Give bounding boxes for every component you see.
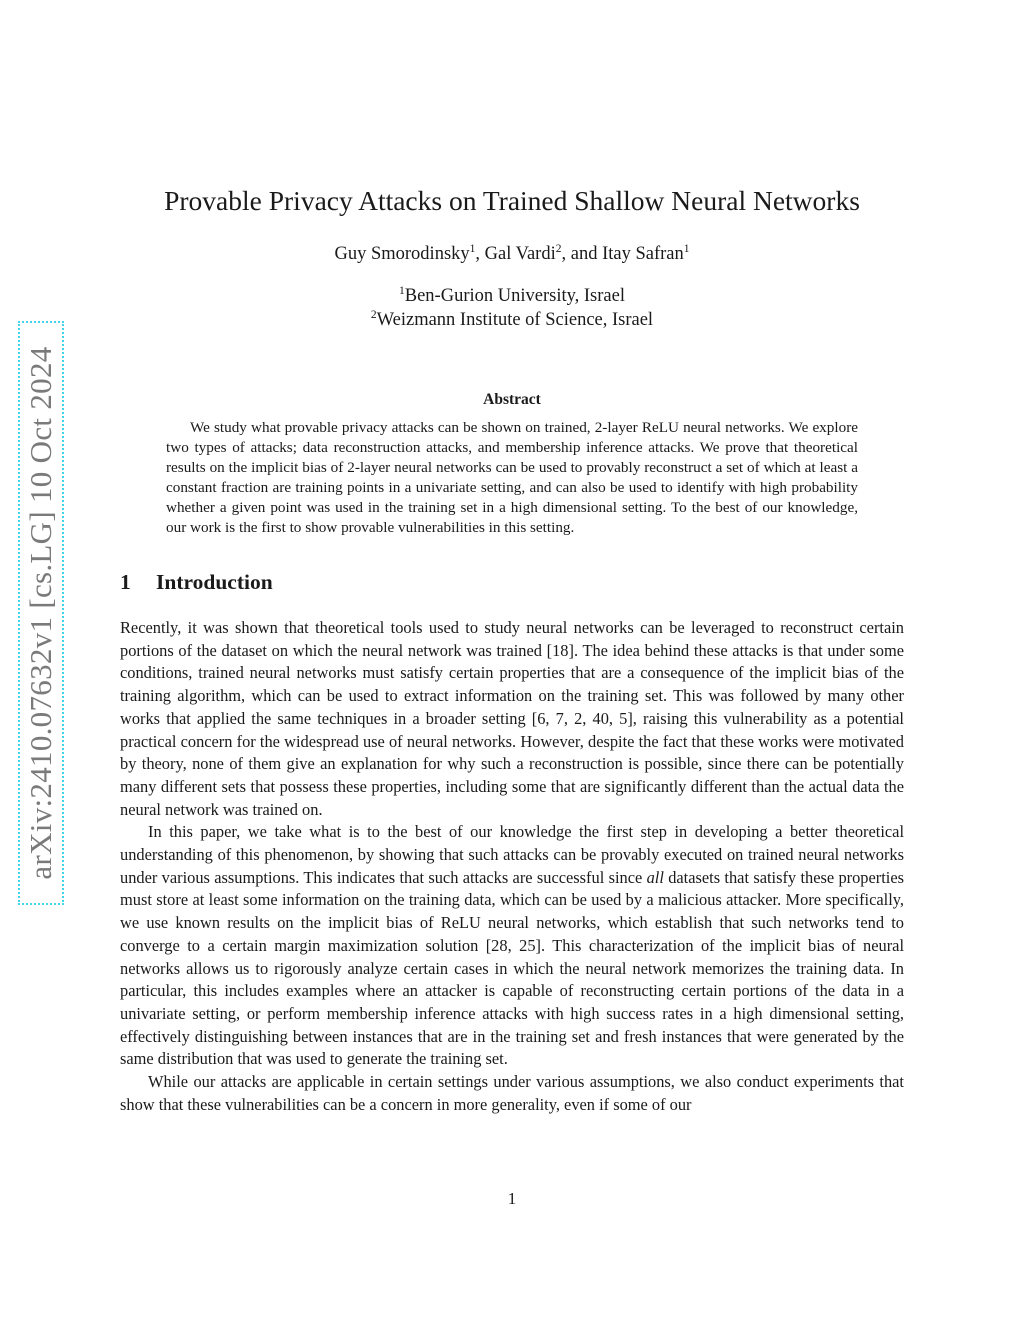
author-list	[0, 244, 1024, 265]
arxiv-stamp-text: arXiv:2410.07632v1 [cs.LG] 10 Oct 2024	[18, 321, 64, 905]
section-heading	[120, 570, 273, 595]
author-name: Itay Safran	[602, 244, 684, 264]
paragraph	[120, 821, 904, 1071]
paragraph-text: datasets that satisfy these properties must store at least some information on the training data, which can be used by a malicious attacker. More specifically, we use known results on the implicit bias of ReLU neural networks, which establish that such networks tend to converge to a certain margin maximization solution [28, 25]. This characterization of the implicit bias of neural networks allows us to rigorously analyze certain cases in which the neural network memorizes the training data. In particular, this includes examples where an attacker is capable of reconstructing certain portions of the data in a univariate setting, or perform membership inference attacks with high success rates in a high dimensional setting, effectively distinguishing between instances that are in the training set and fresh instances that were generated by the same distribution that was used to generate the training set.	[120, 867, 904, 1069]
author-affiliation-mark: 1	[683, 243, 690, 255]
section-number: 1	[120, 570, 131, 594]
author-separator: , and	[561, 244, 603, 264]
affiliation	[0, 286, 1024, 307]
paragraph: Recently, it was shown that theoretical tools used to study neural networks can be leveraged to reconstruct certain portions of the dataset on which the neural network was trained [18]. The idea behind these attacks is that under some conditions, trained neural networks must satisfy certain properties that are a consequence of the implicit bias of the training algorithm, which can be used to extract information on the training set. This was followed by many other works that applied the same techniques in a broader setting [6, 7, 2, 40, 5], raising this vulnerability as a potential practical concern for the widespread use of neural networks. However, despite the fact that these works were motivated by theory, none of them give an explanation for why such a reconstruction is possible, since there can be potentially many different sets that possess these properties, including some that are significantly different than the actual data the neural network was trained on.	[120, 618, 904, 819]
affiliation	[0, 310, 1024, 331]
page-number: 1	[507, 1189, 517, 1208]
affiliation-mark: 2	[370, 309, 377, 321]
abstract-text: We study what provable privacy attacks can be shown on trained, 2-layer ReLU neural networks. We explore two types of attacks; data reconstruction attacks, and membership inference attacks. We prove that theoretical results on the implicit bias of 2-layer neural networks can be used to provably reconstruct a set of which at least a constant fraction are training points in a univariate setting, and can also be used to identify with high probability whether a given point was used in the training set in a high dimensional setting. To the best of our knowledge, our work is the first to show provable vulnerabilities in this setting.	[166, 419, 858, 536]
author-affiliation-mark: 1	[469, 243, 476, 255]
author-name: Gal Vardi	[484, 244, 556, 264]
paragraph-text: In this paper, we take what is to the best of our knowledge the first step in developing a better theoretical understanding of this phenomenon, by showing that such attacks can be provably executed on trained neural networks under various assumptions. This indicates that such attacks are successful since	[120, 822, 904, 887]
emphasis-text: all	[646, 867, 664, 887]
affiliation-name: Ben-Gurion University, Israel	[404, 286, 625, 306]
author-separator: ,	[475, 244, 485, 264]
abstract	[166, 418, 858, 538]
abstract-heading: Abstract	[483, 391, 541, 408]
section-title: Introduction	[156, 570, 273, 594]
affiliation-mark: 1	[399, 285, 405, 297]
paper-title: Provable Privacy Attacks on Trained Shallow Neural Networks	[164, 185, 860, 216]
paragraph: While our attacks are applicable in certain settings under various assumptions, we also conduct experiments that show that these vulnerabilities can be a concern in more generality, even if some of our	[120, 1072, 904, 1114]
author-name: Guy Smorodinsky	[334, 244, 470, 264]
body-text	[120, 617, 904, 1116]
affiliation-name: Weizmann Institute of Science, Israel	[376, 310, 654, 330]
author-affiliation-mark: 2	[555, 243, 562, 255]
